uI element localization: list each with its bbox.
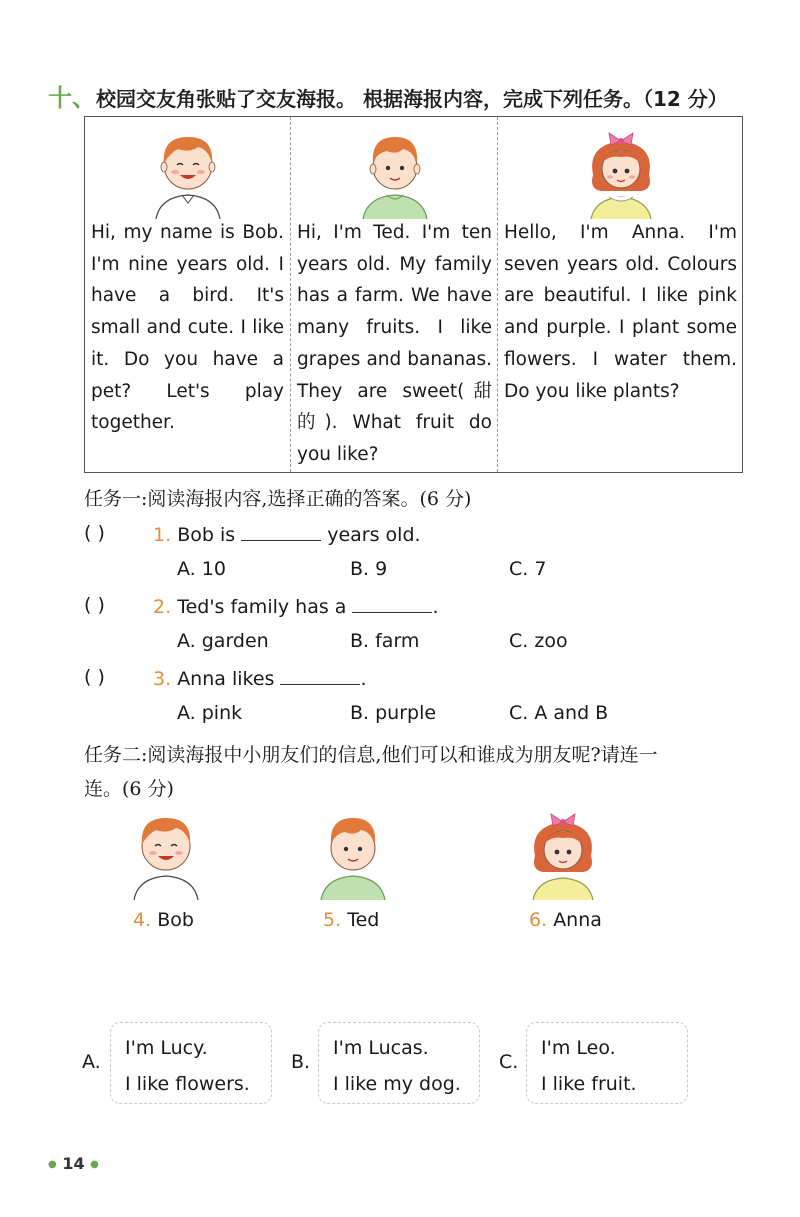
- task2-title-line1: 任务二:阅读海报中小朋友们的信息,他们可以和谁成为朋友呢?请连一: [84, 744, 658, 766]
- friend-poster: [84, 116, 743, 473]
- option-c[interactable]: C. 7: [509, 558, 547, 580]
- option-b[interactable]: B. purple: [350, 702, 437, 724]
- card-letter-b: B.: [291, 1051, 311, 1073]
- card-line2: I like fruit.: [541, 1073, 637, 1095]
- kid-name: Ted: [347, 909, 380, 931]
- question-number: 2.: [153, 596, 172, 618]
- kid-number: 6.: [529, 909, 548, 931]
- answer-paren-1[interactable]: ( ): [84, 522, 105, 544]
- answer-paren-3[interactable]: ( ): [84, 666, 105, 688]
- answer-blank[interactable]: [352, 594, 432, 613]
- task2-title-line2: 连。(6 分): [84, 778, 174, 800]
- question-3: [153, 666, 367, 690]
- question-text-before: Ted's family has a: [177, 596, 347, 618]
- question-text-after: .: [360, 668, 367, 690]
- friend-card-b[interactable]: [318, 1022, 480, 1104]
- card-line1: I'm Lucy.: [125, 1037, 208, 1059]
- girl-anna-icon[interactable]: [515, 804, 611, 900]
- poster-column-anna: [497, 117, 743, 472]
- card-line1: I'm Lucas.: [333, 1037, 429, 1059]
- kid-name: Anna: [553, 909, 602, 931]
- boy-bob-icon: [142, 123, 234, 219]
- kid-label-bob: [133, 909, 194, 931]
- friend-card-c[interactable]: [526, 1022, 688, 1104]
- card-letter-c: C.: [499, 1051, 519, 1073]
- option-a[interactable]: A. pink: [177, 702, 243, 724]
- card-line2: I like flowers.: [125, 1073, 250, 1095]
- poster-column-bob: [85, 117, 290, 472]
- question-1: [153, 522, 421, 546]
- question-2: [153, 594, 439, 618]
- poster-text-anna: Hello, I'm Anna. I'm seven years old. Colours are beautiful. I like pink and purple. I plant some flowers. I water them. Do you like plants?: [504, 222, 737, 402]
- answer-paren-2[interactable]: ( ): [84, 594, 105, 616]
- boy-ted-icon[interactable]: [305, 804, 401, 900]
- question-text-before: Anna likes: [177, 668, 275, 690]
- card-letter-a: A.: [82, 1051, 101, 1073]
- kid-label-anna: [529, 909, 602, 931]
- page-number-text: 14: [62, 1154, 85, 1173]
- section-title-text: 校园交友角张贴了交友海报。 根据海报内容，完成下列任务。（12 分）: [96, 87, 728, 111]
- bullet-dot-icon: ●: [48, 1159, 57, 1170]
- boy-bob-icon[interactable]: [118, 804, 214, 900]
- question-number: 1.: [153, 524, 172, 546]
- question-text-before: Bob is: [177, 524, 236, 546]
- card-line2: I like my dog.: [333, 1073, 461, 1095]
- option-b[interactable]: B. farm: [350, 630, 420, 652]
- card-line1: I'm Leo.: [541, 1037, 616, 1059]
- answer-blank[interactable]: [241, 522, 321, 541]
- option-a[interactable]: A. garden: [177, 630, 269, 652]
- task1-title: 任务一:阅读海报内容,选择正确的答案。(6 分): [84, 488, 472, 510]
- question-text-after: years old.: [327, 524, 421, 546]
- kid-label-ted: [323, 909, 379, 931]
- page-number: [48, 1154, 99, 1173]
- question-text-after: .: [432, 596, 439, 618]
- question-number: 3.: [153, 668, 172, 690]
- section-number: 十、: [48, 84, 96, 112]
- option-c[interactable]: C. A and B: [509, 702, 609, 724]
- section-title: [48, 78, 728, 113]
- option-a[interactable]: A. 10: [177, 558, 226, 580]
- poster-column-ted: [290, 117, 498, 472]
- boy-ted-icon: [349, 123, 441, 219]
- kid-number: 5.: [323, 909, 342, 931]
- kid-number: 4.: [133, 909, 152, 931]
- girl-anna-icon: [575, 123, 667, 219]
- option-c[interactable]: C. zoo: [509, 630, 568, 652]
- bullet-dot-icon: ●: [90, 1159, 99, 1170]
- poster-text-ted: Hi, I'm Ted. I'm ten years old. My family has a farm. We have many fruits. I like grapes and bananas. They are sweet(甜的). What fruit do you like?: [297, 222, 492, 465]
- kid-name: Bob: [157, 909, 194, 931]
- answer-blank[interactable]: [280, 666, 360, 685]
- poster-text-bob: Hi, my name is Bob. I'm nine years old. I have a bird. It's small and cute. I like it. Do you have a pet? Let's play together.: [91, 222, 284, 434]
- option-b[interactable]: B. 9: [350, 558, 388, 580]
- friend-card-a[interactable]: [110, 1022, 272, 1104]
